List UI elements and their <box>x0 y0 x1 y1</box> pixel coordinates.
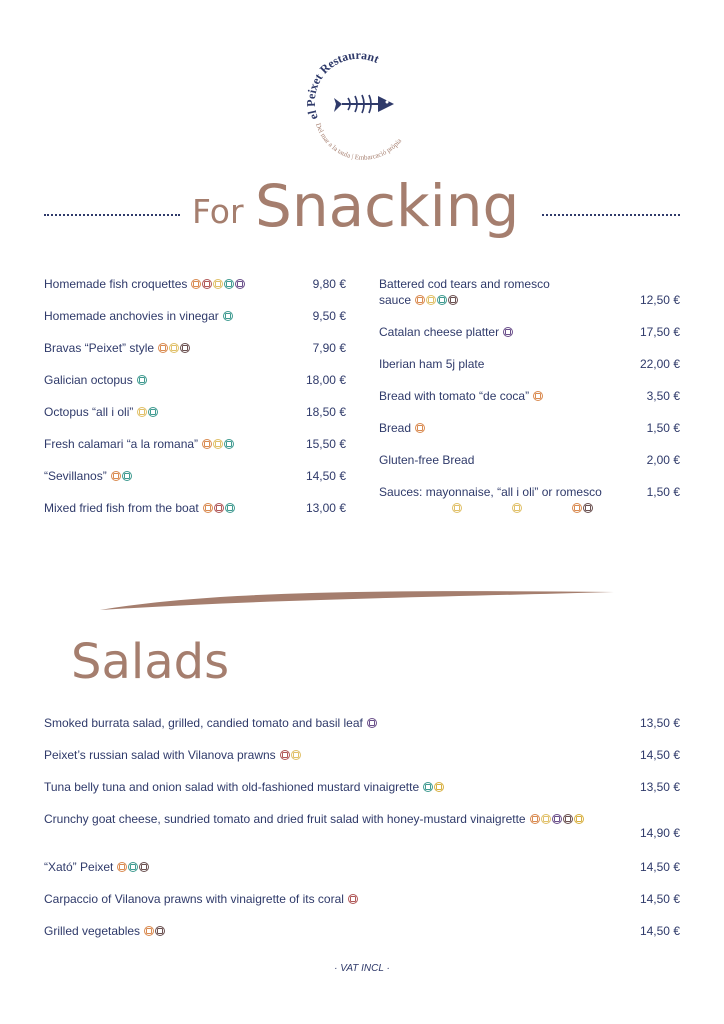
menu-item <box>379 388 543 404</box>
item-price: 17,50 € <box>639 325 680 339</box>
item-name: Gluten-free Bread <box>379 453 475 467</box>
item-price: 7,90 € <box>312 341 346 355</box>
item-price: 13,00 € <box>305 501 346 515</box>
item-name: Octopus “all i oli” <box>44 405 134 419</box>
item-name: Grilled vegetables <box>44 924 141 938</box>
allergen-icons <box>415 295 458 305</box>
allergen-icons <box>158 343 190 353</box>
restaurant-logo <box>298 46 422 170</box>
sauce-allergen-icons <box>572 503 593 513</box>
allergen-icons <box>223 311 233 321</box>
allergen-g-icon <box>191 279 201 289</box>
item-name: Crunchy goat cheese, sundried tomato and dried fruit salad with honey-mustard vinaigrette <box>44 812 526 826</box>
item-name: Bravas “Peixet” style <box>44 341 155 355</box>
item-name: Bread with tomato “de coca” <box>379 389 530 403</box>
allergen-n-icon <box>448 295 458 305</box>
allergen-icons <box>137 375 147 385</box>
allergen-icons <box>423 782 444 792</box>
menu-item <box>44 923 165 939</box>
menu-item <box>379 356 484 372</box>
item-name: Tuna belly tuna and onion salad with old-fashioned mustard vinaigrette <box>44 780 420 794</box>
divider-dots-left <box>44 214 180 216</box>
allergen-icons <box>144 926 165 936</box>
allergen-f-icon <box>437 295 447 305</box>
menu-item <box>379 420 425 436</box>
item-price: 13,50 € <box>639 780 680 794</box>
allergen-icons <box>111 471 132 481</box>
section-title-for: For <box>192 192 244 231</box>
allergen-icons <box>117 862 149 872</box>
allergen-g-icon <box>144 926 154 936</box>
item-name: Battered cod tears and romesco <box>379 277 550 291</box>
divider-dots-right <box>542 214 680 216</box>
item-price: 14,50 € <box>639 892 680 906</box>
allergen-n-icon <box>139 862 149 872</box>
allergen-icons <box>367 718 377 728</box>
allergen-icons <box>203 503 235 513</box>
vat-note: · VAT INCL · <box>334 963 390 974</box>
allergen-icons <box>202 439 234 449</box>
item-price: 13,50 € <box>639 716 680 730</box>
item-price: 3,50 € <box>646 389 680 403</box>
item-price: 18,00 € <box>305 373 346 387</box>
item-price: 14,50 € <box>639 924 680 938</box>
menu-item <box>44 436 234 452</box>
allergen-n-icon <box>583 503 593 513</box>
item-name: Sauces: mayonnaise, “all i oli” or romesco <box>379 485 602 499</box>
allergen-g-icon <box>572 503 582 513</box>
item-name: Homemade anchovies in vinegar <box>44 309 219 323</box>
item-price: 2,00 € <box>646 453 680 467</box>
item-name: Bread <box>379 421 412 435</box>
allergen-s-icon <box>434 782 444 792</box>
item-name: Homemade fish croquettes <box>44 277 188 291</box>
allergen-e-icon <box>137 407 147 417</box>
item-price: 9,50 € <box>312 309 346 323</box>
allergen-f-icon <box>225 503 235 513</box>
allergen-e-icon <box>541 814 551 824</box>
menu-item <box>44 372 147 388</box>
allergen-c-icon <box>348 894 358 904</box>
menu-item <box>379 452 474 468</box>
allergen-g-icon <box>111 471 121 481</box>
menu-item <box>44 500 235 516</box>
allergen-f-icon <box>148 407 158 417</box>
allergen-f-icon <box>224 439 234 449</box>
menu-item <box>44 468 132 484</box>
menu-item <box>44 308 233 324</box>
allergen-icons <box>415 423 425 433</box>
allergen-n-icon <box>155 926 165 936</box>
allergen-e-icon <box>291 750 301 760</box>
allergen-f-icon <box>224 279 234 289</box>
allergen-e-icon <box>169 343 179 353</box>
item-price: 22,00 € <box>639 357 680 371</box>
allergen-e-icon <box>426 295 436 305</box>
menu-item <box>44 811 584 827</box>
menu-item <box>44 859 149 875</box>
menu-item <box>44 715 377 731</box>
menu-item <box>44 404 158 420</box>
item-price: 1,50 € <box>646 421 680 435</box>
item-name: Smoked burrata salad, grilled, candied tomato and basil leaf <box>44 716 363 730</box>
allergen-c-icon <box>214 503 224 513</box>
allergen-c-icon <box>202 279 212 289</box>
item-name: “Xató” Peixet <box>44 860 114 874</box>
item-name: Carpaccio of Vilanova prawns with vinaigrette of its coral <box>44 892 344 906</box>
menu-item <box>379 276 550 292</box>
item-name: “Sevillanos” <box>44 469 107 483</box>
allergen-e-icon <box>213 439 223 449</box>
allergen-m-icon <box>367 718 377 728</box>
item-name-continued: sauce <box>379 293 412 307</box>
sauce-allergen-icons <box>452 503 462 513</box>
allergen-m-icon <box>552 814 562 824</box>
allergen-f-icon <box>423 782 433 792</box>
allergen-f-icon <box>137 375 147 385</box>
allergen-icons <box>137 407 158 417</box>
allergen-e-icon <box>512 503 522 513</box>
item-price: 14,50 € <box>639 748 680 762</box>
allergen-n-icon <box>563 814 573 824</box>
menu-item <box>379 324 513 340</box>
allergen-f-icon <box>122 471 132 481</box>
allergen-s-icon <box>574 814 584 824</box>
allergen-icons <box>191 279 245 289</box>
allergen-g-icon <box>415 423 425 433</box>
item-price: 14,50 € <box>639 860 680 874</box>
item-price: 9,80 € <box>312 277 346 291</box>
item-price: 12,50 € <box>639 293 680 307</box>
allergen-icons <box>348 894 358 904</box>
allergen-e-icon <box>452 503 462 513</box>
item-name: Peixet’s russian salad with Vilanova prawns <box>44 748 276 762</box>
menu-item <box>44 276 245 292</box>
allergen-g-icon <box>117 862 127 872</box>
item-name: Iberian ham 5j plate <box>379 357 485 371</box>
allergen-g-icon <box>202 439 212 449</box>
item-price: 14,90 € <box>639 826 680 840</box>
menu-item-continued <box>379 292 458 308</box>
allergen-e-icon <box>213 279 223 289</box>
item-name: Fresh calamari “a la romana” <box>44 437 199 451</box>
item-name: Galician octopus <box>44 373 133 387</box>
allergen-f-icon <box>128 862 138 872</box>
allergen-g-icon <box>533 391 543 401</box>
allergen-icons <box>530 814 584 824</box>
menu-item <box>44 340 190 356</box>
item-price: 18,50 € <box>305 405 346 419</box>
svg-text:Del mar a la taula | Embarcaci: Del mar a la taula | Embarcació pròpia <box>314 122 404 162</box>
allergen-n-icon <box>180 343 190 353</box>
item-price: 15,50 € <box>305 437 346 451</box>
item-name: Catalan cheese platter <box>379 325 500 339</box>
allergen-icons <box>280 750 301 760</box>
decorative-swoosh <box>98 588 616 614</box>
allergen-g-icon <box>203 503 213 513</box>
allergen-c-icon <box>280 750 290 760</box>
section-title-salads: Salads <box>71 634 230 690</box>
allergen-g-icon <box>158 343 168 353</box>
sauce-allergen-icons <box>512 503 522 513</box>
menu-item <box>44 779 444 795</box>
svg-text:el Peixet Restaurant: el Peixet Restaurant <box>303 47 382 122</box>
allergen-m-icon <box>235 279 245 289</box>
item-name: Mixed fried fish from the boat <box>44 501 199 515</box>
item-price: 14,50 € <box>305 469 346 483</box>
allergen-g-icon <box>530 814 540 824</box>
allergen-icons <box>533 391 543 401</box>
allergen-m-icon <box>503 327 513 337</box>
menu-item <box>44 891 358 907</box>
allergen-icons <box>503 327 513 337</box>
section-title-snacking: Snacking <box>255 172 520 240</box>
allergen-g-icon <box>415 295 425 305</box>
item-price: 1,50 € <box>646 485 680 499</box>
allergen-f-icon <box>223 311 233 321</box>
menu-item <box>44 747 301 763</box>
menu-item <box>379 484 602 500</box>
